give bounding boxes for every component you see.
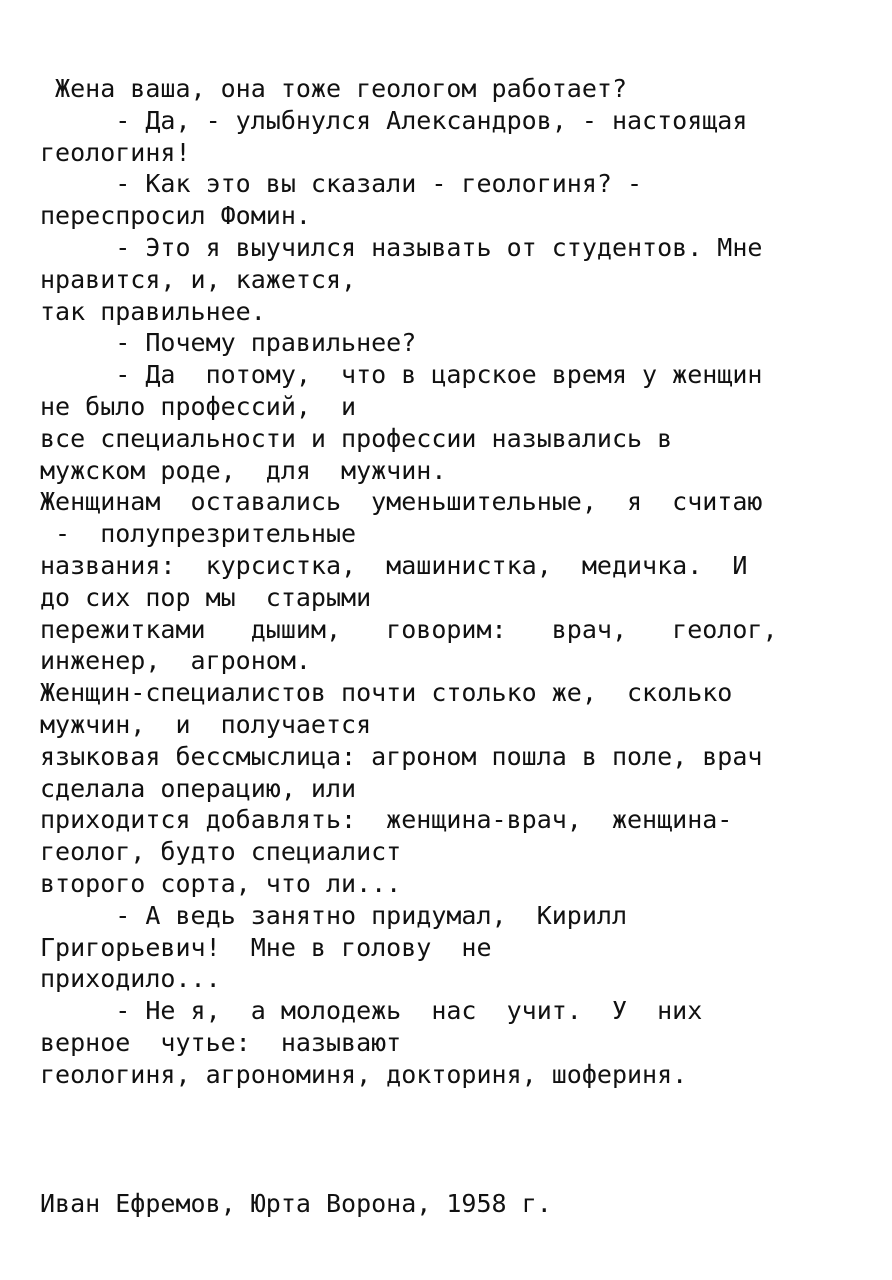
text-line: - А ведь занятно придумал, Кирилл (40, 900, 627, 930)
text-line: названия: курсистка, машинистка, медичка. И (40, 550, 748, 580)
text-line: - Да, - улыбнулся Александров, - настоящая (40, 105, 748, 135)
text-line: инженер, агроном. (40, 646, 311, 676)
text-line: геологиня! (40, 137, 191, 167)
text-line: так правильнее. (40, 296, 266, 326)
text-line: до сих пор мы старыми (40, 582, 372, 612)
quote-text (40, 73, 880, 1091)
text-line: Жена ваша, она тоже геологом работает? (40, 74, 627, 103)
signature-line: Иван Ефремов, Юрта Ворона, 1958 г. (40, 1189, 552, 1218)
text-line: приходило... (40, 964, 221, 994)
text-line: пережитками дышим, говорим: врач, геолог, (40, 614, 778, 644)
text-line: - Это я выучился называть от студентов. Мне (40, 232, 763, 262)
text-line: геолог, будто специалист (40, 837, 402, 867)
text-line: Григорьевич! Мне в голову не (40, 932, 492, 962)
text-line: геологиня, агрономиня, докториня, шофериня. (40, 1059, 688, 1089)
text-line: Женщин-специалистов почти столько же, сколько (40, 678, 733, 708)
text-line: - Не я, а молодежь нас учит. У них (40, 996, 703, 1026)
text-line: - Как это вы сказали - геологиня? - (40, 169, 643, 199)
text-line: мужчин, и получается (40, 709, 372, 739)
text-line: - полупрезрительные (40, 519, 357, 549)
text-line: мужском роде, для мужчин. (40, 455, 447, 485)
text-line: сделала операцию, или (40, 773, 357, 803)
text-line: верное чутье: называют (40, 1027, 402, 1057)
text-line: нравится, и, кажется, (40, 264, 357, 294)
text-line: Женщинам оставались уменьшительные, я считаю (40, 487, 763, 517)
text-line: приходится добавлять: женщина-врач, женщина- (40, 805, 733, 835)
text-line: переспросил Фомин. (40, 201, 311, 231)
text-line: не было профессий, и (40, 391, 357, 421)
text-line: все специальности и профессии назывались в (40, 423, 673, 453)
text-line: - Да потому, что в царское время у женщин (40, 360, 763, 390)
text-line: - Почему правильнее? (40, 328, 417, 358)
text-line: языковая бессмыслица: агроном пошла в поле, врач (40, 741, 763, 771)
text-line: второго сорта, что ли... (40, 868, 402, 898)
